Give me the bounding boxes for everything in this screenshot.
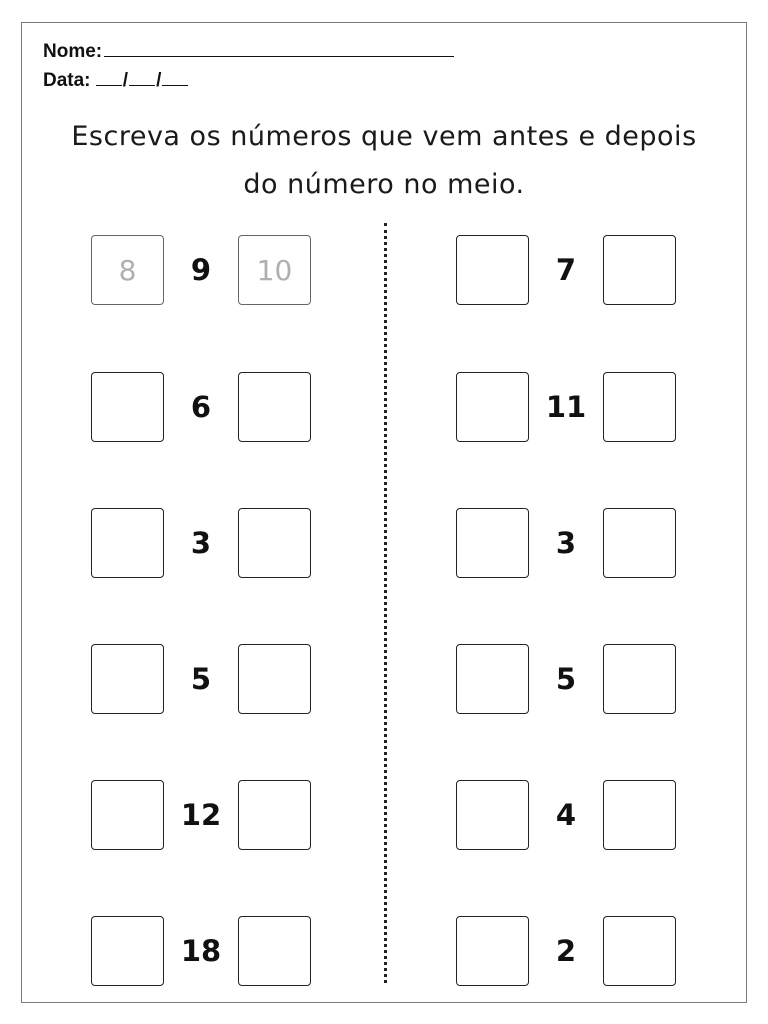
answer-box-after[interactable] bbox=[238, 644, 311, 714]
answer-box-after[interactable] bbox=[603, 780, 676, 850]
middle-number: 3 bbox=[555, 526, 577, 560]
date-year-blank[interactable] bbox=[162, 69, 188, 86]
right-row-6 bbox=[456, 916, 696, 988]
answer-box-before[interactable] bbox=[91, 780, 164, 850]
right-row-4 bbox=[456, 644, 696, 716]
answer-box-before[interactable] bbox=[456, 508, 529, 578]
left-row-6 bbox=[91, 916, 331, 988]
right-row-1 bbox=[456, 235, 696, 307]
name-blank[interactable] bbox=[104, 40, 454, 57]
answer-box-after[interactable]: 10 bbox=[238, 235, 311, 305]
right-row-3 bbox=[456, 508, 696, 580]
answer-box-after[interactable] bbox=[603, 916, 676, 986]
middle-number: 12 bbox=[180, 798, 222, 832]
answer-box-before[interactable]: 8 bbox=[91, 235, 164, 305]
answer-box-before[interactable] bbox=[456, 235, 529, 305]
middle-number: 11 bbox=[545, 390, 587, 424]
answer-box-after[interactable] bbox=[238, 916, 311, 986]
middle-number: 3 bbox=[190, 526, 212, 560]
left-row-5 bbox=[91, 780, 331, 852]
middle-number: 2 bbox=[555, 934, 577, 968]
answer-box-after[interactable] bbox=[603, 644, 676, 714]
left-row-1 bbox=[91, 235, 331, 307]
dotted-divider bbox=[384, 223, 387, 983]
answer-box-before[interactable] bbox=[91, 508, 164, 578]
middle-number: 5 bbox=[555, 662, 577, 696]
middle-number: 4 bbox=[555, 798, 577, 832]
instructions bbox=[22, 113, 746, 209]
date-day-blank[interactable] bbox=[96, 69, 122, 86]
instructions-line-1: Escreva os números que vem antes e depois bbox=[71, 121, 697, 152]
date-separator: / bbox=[122, 70, 129, 91]
date-label: Data: bbox=[43, 70, 91, 91]
instructions-line-2: do número no meio. bbox=[243, 169, 525, 200]
left-row-2 bbox=[91, 372, 331, 444]
answer-box-after[interactable] bbox=[603, 235, 676, 305]
name-label: Nome: bbox=[43, 41, 103, 62]
answer-box-after[interactable] bbox=[238, 780, 311, 850]
date-line bbox=[43, 69, 188, 92]
right-row-5 bbox=[456, 780, 696, 852]
answer-box-before[interactable] bbox=[456, 372, 529, 442]
answer-box-after[interactable] bbox=[238, 508, 311, 578]
middle-number: 6 bbox=[190, 390, 212, 424]
middle-number: 9 bbox=[190, 253, 212, 287]
answer-box-before[interactable] bbox=[91, 644, 164, 714]
answer-box-before[interactable] bbox=[91, 372, 164, 442]
right-row-2 bbox=[456, 372, 696, 444]
answer-box-before[interactable] bbox=[456, 916, 529, 986]
middle-number: 18 bbox=[180, 934, 222, 968]
date-separator: / bbox=[156, 70, 162, 91]
name-line bbox=[43, 40, 454, 63]
answer-box-before[interactable] bbox=[91, 916, 164, 986]
answer-box-after[interactable] bbox=[238, 372, 311, 442]
middle-number: 5 bbox=[190, 662, 212, 696]
answer-box-after[interactable] bbox=[603, 508, 676, 578]
left-row-3 bbox=[91, 508, 331, 580]
worksheet-page bbox=[21, 22, 747, 1003]
date-month-blank[interactable] bbox=[129, 69, 155, 86]
answer-box-before[interactable] bbox=[456, 644, 529, 714]
answer-box-after[interactable] bbox=[603, 372, 676, 442]
answer-box-before[interactable] bbox=[456, 780, 529, 850]
left-row-4 bbox=[91, 644, 331, 716]
middle-number: 7 bbox=[555, 253, 577, 287]
